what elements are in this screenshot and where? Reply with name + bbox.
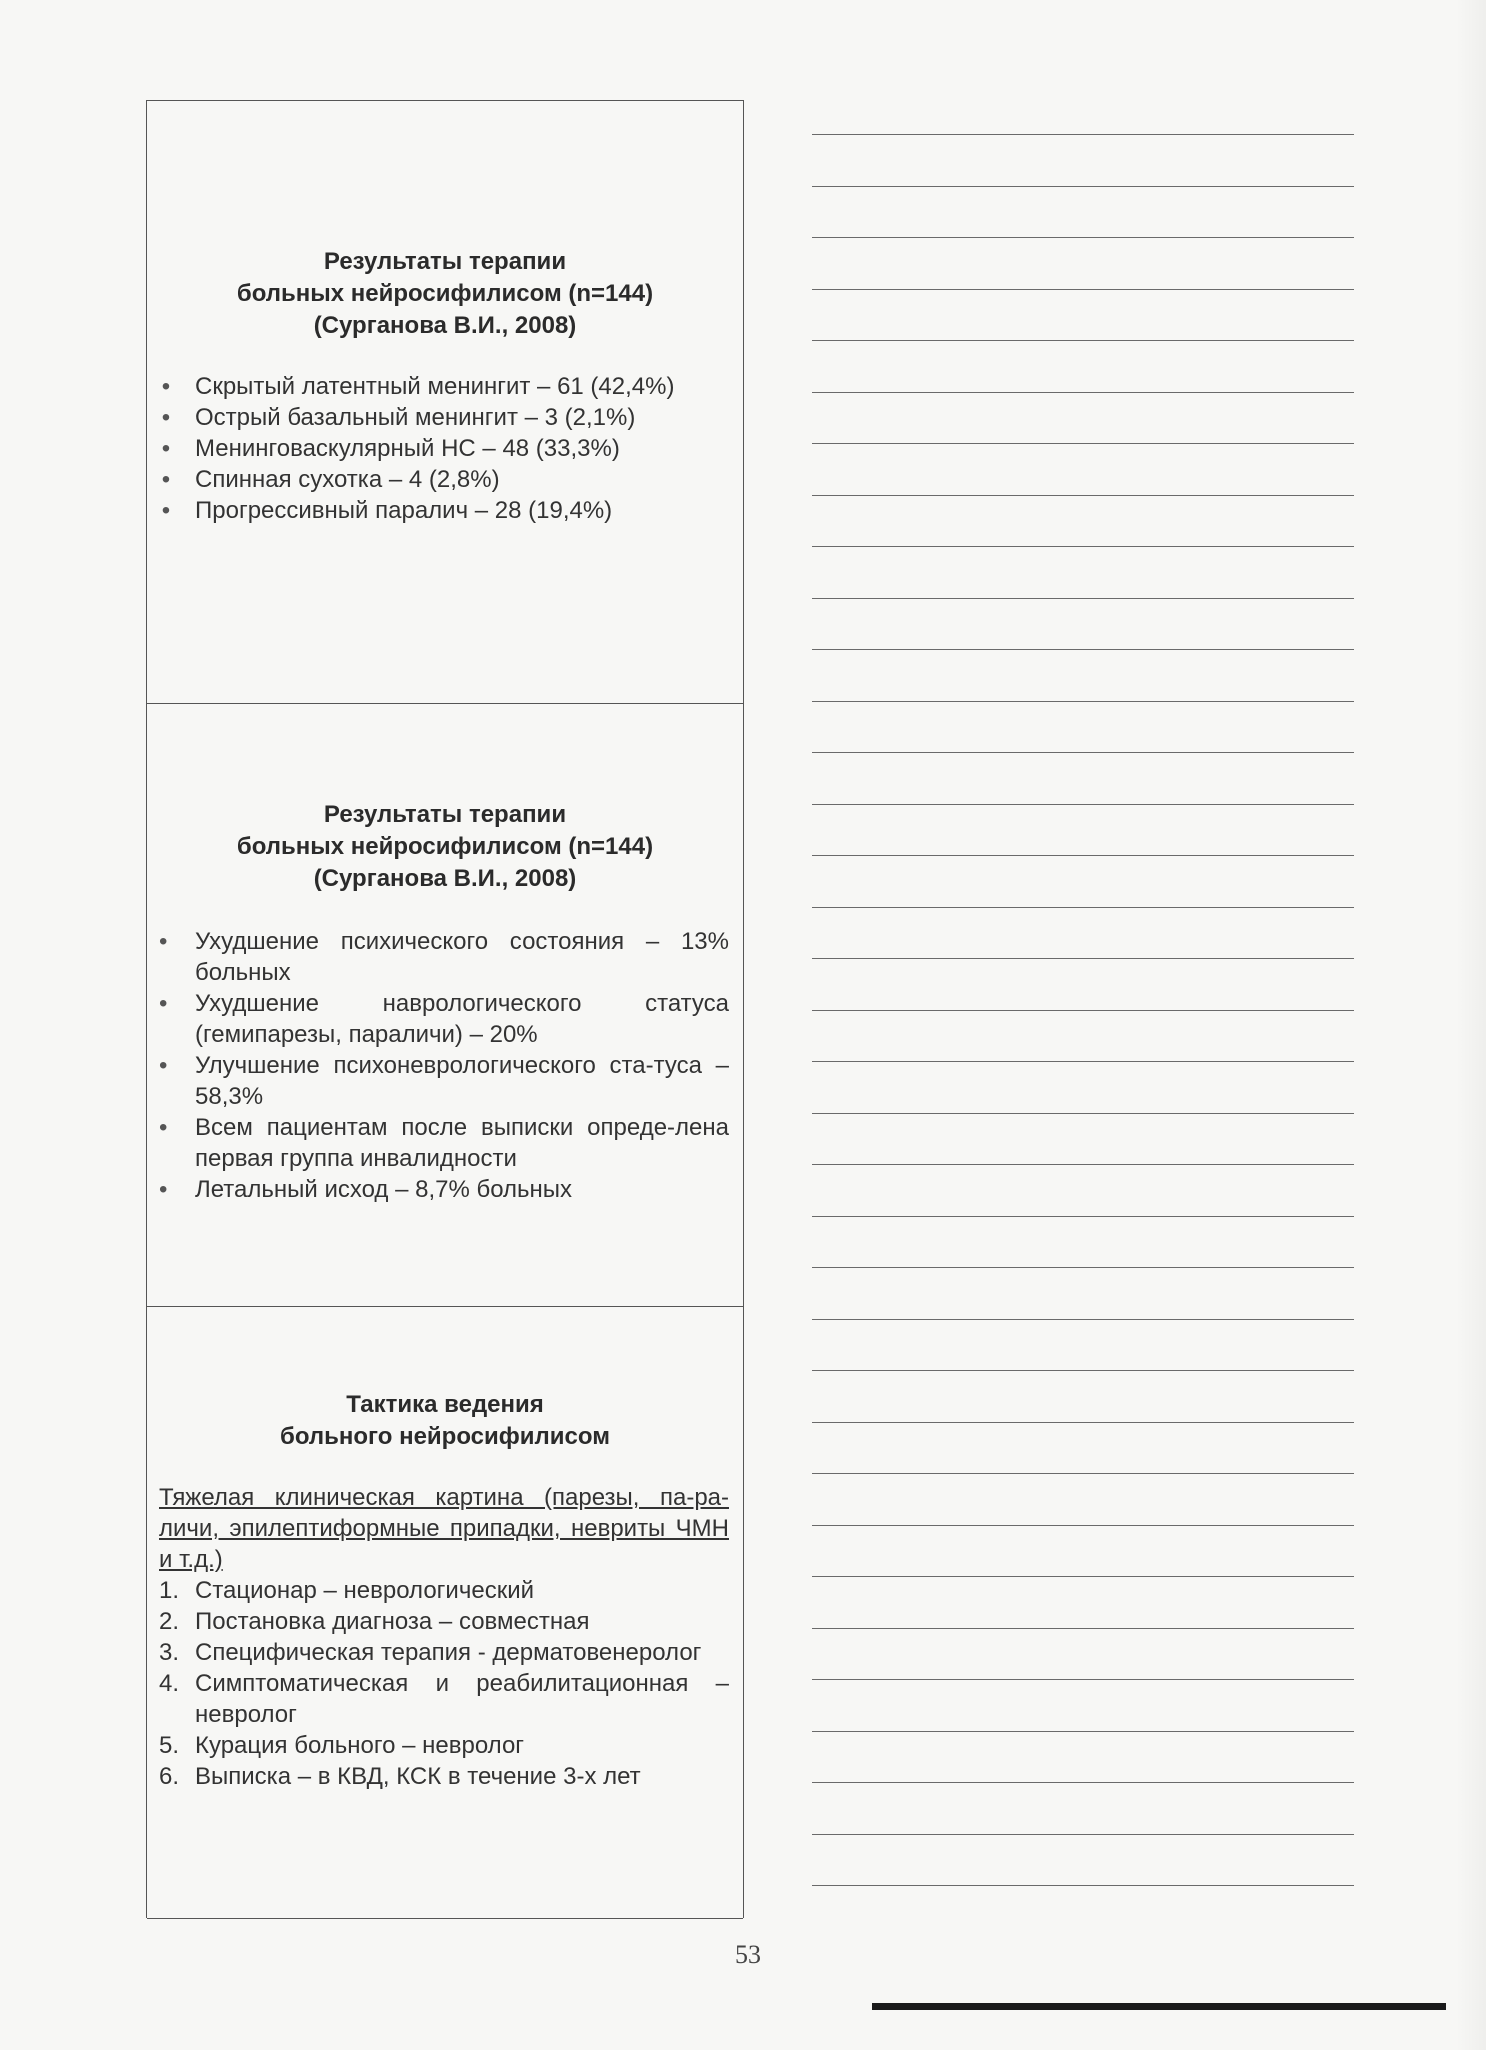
numbered-list — [159, 1575, 729, 1792]
bullet-icon: • — [161, 373, 171, 400]
slide-title-line: (Сурганова В.И., 2008) — [313, 865, 577, 892]
list-item — [159, 988, 729, 1050]
bullet-list — [159, 371, 729, 526]
list-number: 2. — [159, 1608, 180, 1635]
note-line — [812, 1782, 1354, 1783]
list-item-text: Выписка – в КВД, КСК в течение 3-х лет — [195, 1763, 641, 1790]
note-line — [812, 1422, 1354, 1423]
subheader: Тяжелая клиническая картина (парезы, па-ра-личи, эпилептиформные припадки, невриты ЧМН и т.д.) — [159, 1484, 729, 1573]
slide-2 — [147, 704, 743, 1307]
list-item — [159, 1575, 729, 1606]
list-number: 6. — [159, 1763, 180, 1790]
note-line — [812, 443, 1354, 444]
list-number: 1. — [159, 1577, 180, 1604]
list-item — [159, 1606, 729, 1637]
bottom-rule — [872, 2003, 1446, 2010]
list-item-text: Менинговаскулярный НС – 48 (33,3%) — [195, 435, 620, 462]
slide-title-line: (Сурганова В.И., 2008) — [313, 312, 577, 339]
list-item-text: Специфическая терапия - дерматовенеролог — [195, 1639, 702, 1666]
note-line — [812, 1473, 1354, 1474]
list-item — [159, 464, 729, 495]
list-item — [159, 1730, 729, 1761]
bullet-list — [159, 926, 729, 1205]
bullet-icon: • — [161, 466, 171, 493]
note-line — [812, 1370, 1354, 1371]
list-item-text: Ухудшение психического состояния – 13% больных — [195, 928, 729, 986]
slide-column — [146, 100, 744, 1918]
note-line — [812, 1319, 1354, 1320]
list-item-text: Всем пациентам после выписки опреде-лена первая группа инвалидности — [195, 1114, 729, 1172]
note-line — [812, 1885, 1354, 1886]
bullet-icon: • — [159, 1176, 168, 1203]
slide-1 — [147, 101, 743, 704]
list-number: 3. — [159, 1639, 180, 1666]
slide-title-line: Результаты терапии — [323, 801, 567, 828]
list-item-text: Прогрессивный паралич – 28 (19,4%) — [195, 497, 613, 524]
list-item — [159, 1761, 729, 1792]
slide-title-line: больного нейросифилисом — [280, 1423, 610, 1450]
list-item-text: Курация больного – невролог — [195, 1732, 525, 1759]
note-line — [812, 598, 1354, 599]
note-line — [812, 495, 1354, 496]
bullet-icon: • — [159, 1052, 168, 1079]
list-item — [159, 1112, 729, 1174]
note-line — [812, 237, 1354, 238]
bullet-icon: • — [161, 404, 171, 431]
list-item-text: Улучшение психоневрологического ста-туса – 58,3% — [195, 1052, 729, 1110]
note-line — [812, 855, 1354, 856]
note-line — [812, 1525, 1354, 1526]
note-line — [812, 546, 1354, 547]
list-item — [159, 371, 729, 402]
bullet-icon: • — [161, 435, 171, 462]
note-line — [812, 804, 1354, 805]
list-item-text: Летальный исход – 8,7% больных — [195, 1176, 573, 1203]
slide-title — [147, 246, 743, 342]
note-line — [812, 1113, 1354, 1114]
note-line — [812, 907, 1354, 908]
slide-3 — [147, 1307, 743, 1919]
list-item-text: Ухудшение наврологического статуса (гемипарезы, параличи) – 20% — [195, 990, 729, 1048]
slide-title — [147, 799, 743, 895]
note-line — [812, 958, 1354, 959]
list-item-text: Стационар – неврологический — [195, 1577, 534, 1604]
page-number: 53 — [735, 1940, 761, 1969]
note-line — [812, 392, 1354, 393]
note-line — [812, 134, 1354, 135]
list-item-text: Спинная сухотка – 4 (2,8%) — [195, 466, 500, 493]
note-line — [812, 340, 1354, 341]
note-line — [812, 701, 1354, 702]
note-line — [812, 1628, 1354, 1629]
slide-title — [147, 1389, 743, 1453]
slide-title-line: Тактика ведения — [346, 1391, 544, 1418]
note-line — [812, 186, 1354, 187]
list-item — [159, 1637, 729, 1668]
note-line — [812, 1164, 1354, 1165]
list-item — [159, 1050, 729, 1112]
list-item-text: Постановка диагноза – совместная — [195, 1608, 590, 1635]
note-line — [812, 649, 1354, 650]
page-edge-shadow — [1456, 0, 1486, 2050]
slide-title-line: больных нейросифилисом (n=144) — [236, 280, 654, 307]
note-line — [812, 1061, 1354, 1062]
notes-lines-area — [812, 134, 1354, 1904]
list-item — [159, 495, 729, 526]
note-line — [812, 1267, 1354, 1268]
note-line — [812, 752, 1354, 753]
list-item — [159, 402, 729, 433]
bullet-icon: • — [161, 497, 171, 524]
bullet-icon: • — [159, 928, 168, 955]
list-item — [159, 1174, 729, 1205]
note-line — [812, 1216, 1354, 1217]
list-item-text: Скрытый латентный менингит – 61 (42,4%) — [195, 373, 675, 400]
slide-title-line: больных нейросифилисом (n=144) — [236, 833, 654, 860]
list-number: 5. — [159, 1732, 180, 1759]
note-line — [812, 1576, 1354, 1577]
list-item-text: Симптоматическая и реабилитационная – невролог — [195, 1670, 729, 1728]
bullet-icon: • — [159, 990, 168, 1017]
list-item — [159, 926, 729, 988]
list-number: 4. — [159, 1670, 180, 1697]
note-line — [812, 289, 1354, 290]
bullet-icon: • — [159, 1114, 168, 1141]
note-line — [812, 1834, 1354, 1835]
note-line — [812, 1679, 1354, 1680]
note-line — [812, 1731, 1354, 1732]
note-line — [812, 1010, 1354, 1011]
list-item — [159, 433, 729, 464]
slide-title-line: Результаты терапии — [323, 248, 567, 275]
list-item — [159, 1668, 729, 1730]
list-item-text: Острый базальный менингит – 3 (2,1%) — [195, 404, 636, 431]
